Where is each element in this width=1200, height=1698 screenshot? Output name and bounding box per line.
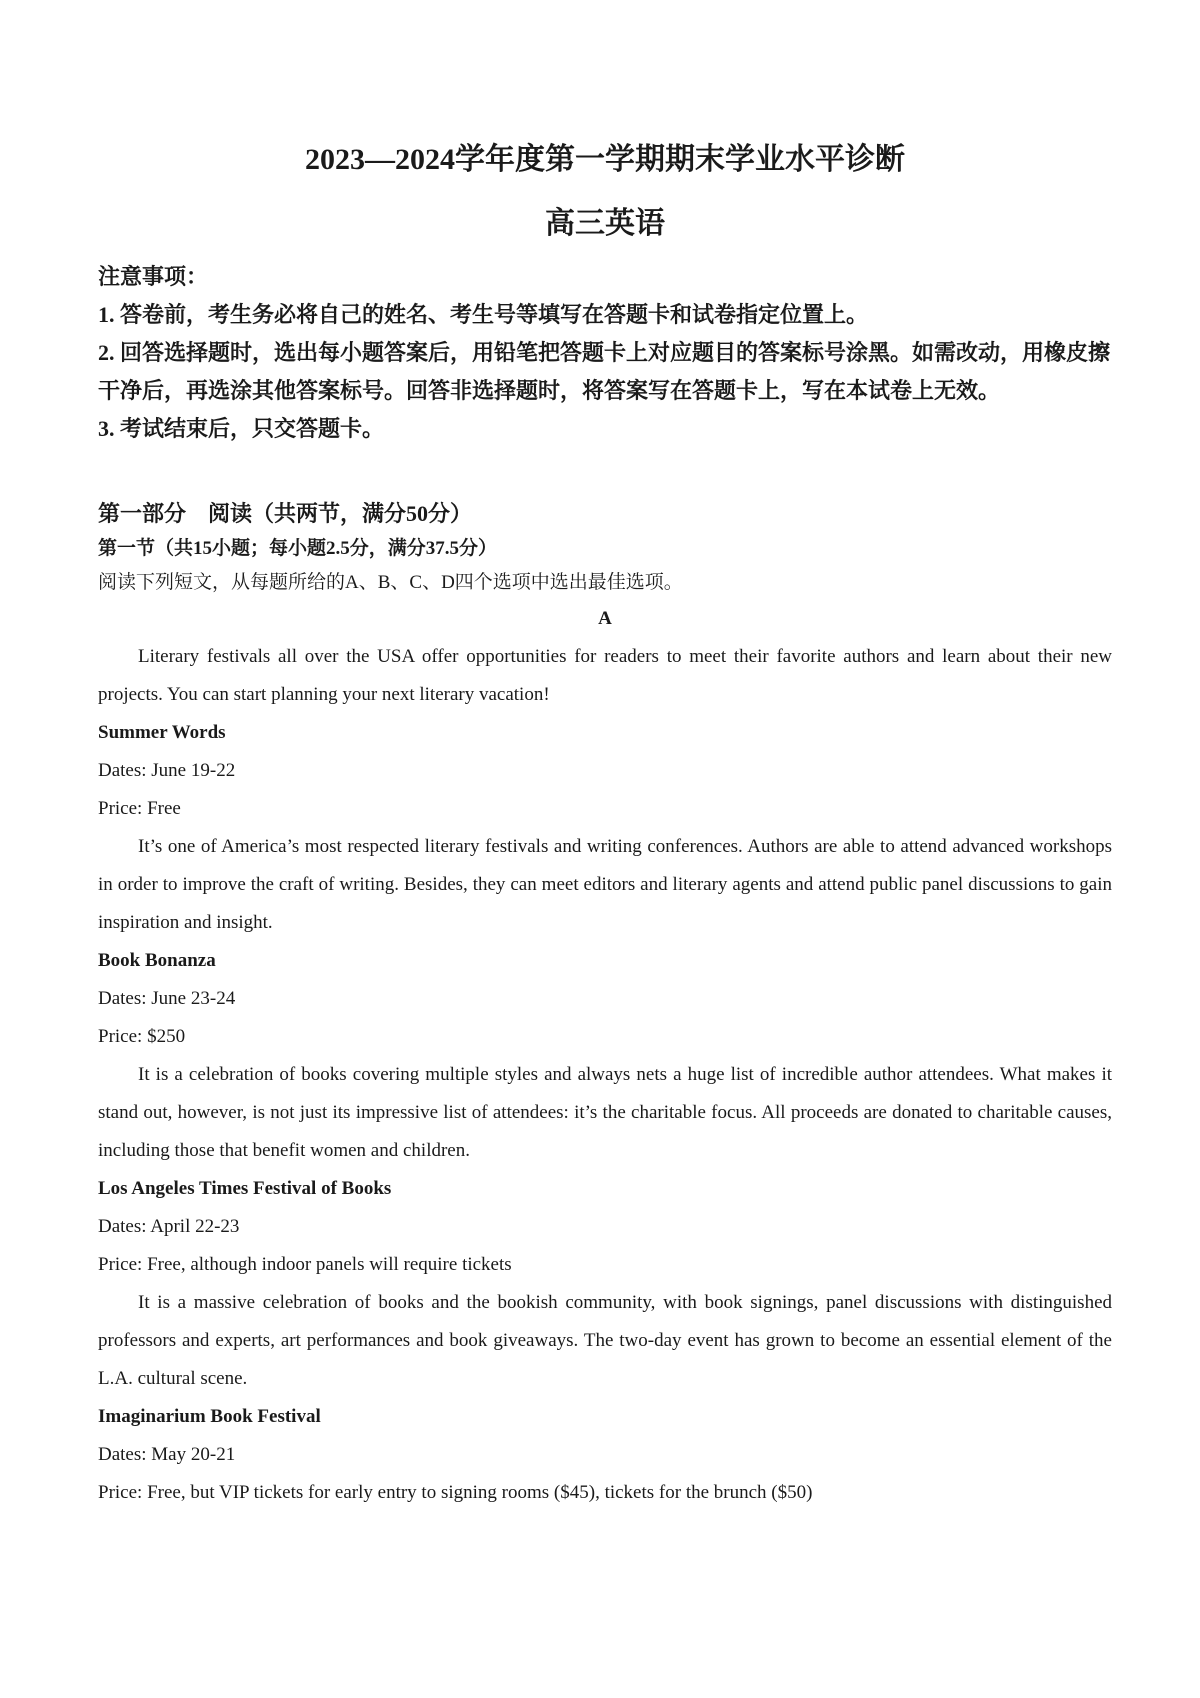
festival-dates: Dates: June 23-24 bbox=[98, 988, 236, 1009]
festival-dates: Dates: April 22-23 bbox=[98, 1216, 240, 1237]
festival-price: Price: $250 bbox=[98, 1026, 186, 1047]
exam-subject: 高三英语 bbox=[545, 207, 665, 240]
festival-description: It is a massive celebration of books and the bookish community, with book signings, panel discussions with distinguished professors and experts, art performances and book giveaways. The two-day event has grown to become an essential element of the L.A. cultural scene. bbox=[98, 1292, 1112, 1389]
festival-price: Price: Free, but VIP tickets for early entry to signing rooms ($45), tickets for the brunch ($50) bbox=[98, 1482, 813, 1503]
notice-item: 1. 答卷前，考生务必将自己的姓名、考生号等填写在答题卡和试卷指定位置上。 bbox=[98, 302, 869, 327]
section-instruction: 阅读下列短文，从每题所给的A、B、C、D四个选项中选出最佳选项。 bbox=[98, 572, 683, 593]
passage-body bbox=[98, 638, 1112, 1512]
passage-intro: Literary festivals all over the USA offer opportunities for readers to meet their favorite authors and learn about their new projects. You can start planning your next literary vacation! bbox=[98, 646, 1112, 705]
festival-name: Book Bonanza bbox=[98, 950, 216, 971]
festival-description: It is a celebration of books covering multiple styles and always nets a huge list of incredible author attendees. What makes it stand out, however, is not just its impressive list of attendees: it’s the charitable focus. All proceeds are donated to charitable causes, including those that benefit women and children. bbox=[98, 1064, 1112, 1161]
festival-name: Imaginarium Book Festival bbox=[98, 1406, 321, 1427]
notice-item: 2. 回答选择题时，选出每小题答案后，用铅笔把答题卡上对应题目的答案标号涂黑。如需改动，用橡皮擦干净后，再选涂其他答案标号。回答非选择题时，将答案写在答题卡上，写在本试卷上无效。 bbox=[98, 340, 1111, 403]
notice-block bbox=[98, 258, 1112, 448]
exam-page bbox=[98, 140, 1112, 1512]
festival-name: Los Angeles Times Festival of Books bbox=[98, 1178, 392, 1199]
passage-letter: A bbox=[598, 608, 612, 629]
festival-dates: Dates: May 20-21 bbox=[98, 1444, 236, 1465]
festival-dates: Dates: June 19-22 bbox=[98, 760, 236, 781]
festival-name: Summer Words bbox=[98, 722, 226, 743]
festival-price: Price: Free bbox=[98, 798, 181, 819]
notice-item: 3. 考试结束后，只交答题卡。 bbox=[98, 416, 385, 441]
part-heading: 第一部分 阅读（共两节，满分50分） bbox=[98, 501, 473, 526]
festival-price: Price: Free, although indoor panels will require tickets bbox=[98, 1254, 512, 1275]
notice-heading: 注意事项： bbox=[98, 264, 209, 289]
festival-description: It’s one of America’s most respected literary festivals and writing conferences. Authors are able to attend advanced workshops in order to improve the craft of writing. Besides, they can meet editors and literary agents and attend public panel discussions to gain inspiration and insight. bbox=[98, 836, 1112, 933]
section-heading: 第一节（共15小题；每小题2.5分，满分37.5分） bbox=[98, 538, 498, 559]
exam-title: 2023—2024学年度第一学期期末学业水平诊断 bbox=[305, 143, 905, 176]
